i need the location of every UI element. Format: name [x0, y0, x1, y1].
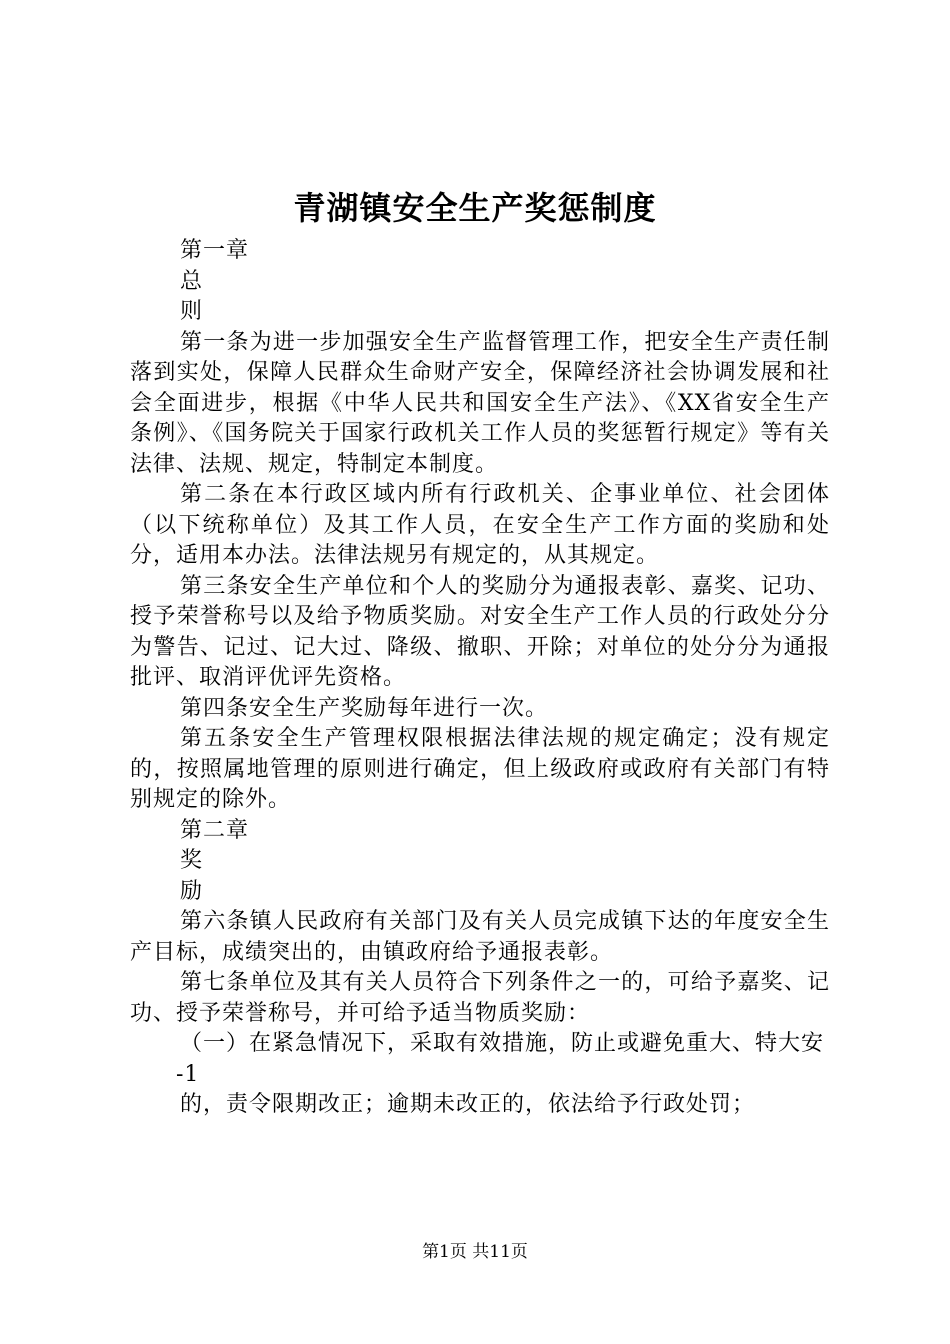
chapter-1-title-char-2: 则: [180, 299, 204, 324]
article-1: 第一条为进一步加强安全生产监督管理工作，把安全生产责任制落到实处，保障人民群众生命财产安全，保障经济社会协调发展和社会全面进步，根据《中华人民共和国安全生产法》、《XX省安全生产条例》、《国务院关于国家行政机关工作人员的奖惩暂行规定》等有关法律、法规、规定，特制定本制度。: [130, 329, 830, 477]
page-marker: -1: [176, 1061, 200, 1087]
trailing-line: 的，责令限期改正；逾期未改正的，依法给予行政处罚；: [180, 1092, 756, 1117]
article-4: 第四条安全生产奖励每年进行一次。: [180, 695, 549, 721]
chapter-2-title-char-1: 奖: [180, 848, 204, 873]
page-footer: 第1页 共11页: [422, 1242, 528, 1262]
chapter-1-title-char-1: 总: [180, 268, 204, 294]
article-2: 第二条在本行政区域内所有行政机关、企事业单位、社会团体（以下统称单位）及其工作人员，在安全生产工作方面的奖励和处分，适用本办法。法律法规另有规定的，从其规定。: [130, 482, 830, 568]
document-title: 青湖镇安全生产奖惩制度: [293, 189, 657, 227]
article-5: 第五条安全生产管理权限根据法律法规的规定确定；没有规定的，按照属地管理的原则进行确定，但上级政府或政府有关部门有特别规定的除外。: [130, 726, 830, 812]
chapter-1-label: 第一章: [180, 238, 250, 263]
article-7: 第七条单位及其有关人员符合下列条件之一的，可给予嘉奖、记功、授予荣誉称号，并可给予适当物质奖励：: [130, 970, 830, 1026]
article-3: 第三条安全生产单位和个人的奖励分为通报表彰、嘉奖、记功、授予荣誉称号以及给予物质奖励。对安全生产工作人员的行政处分分为警告、记过、记大过、降级、撤职、开除；对单位的处分分为通报批评、取消评优评先资格。: [130, 573, 830, 690]
chapter-2-label: 第二章: [180, 817, 250, 843]
chapter-2-title-char-2: 励: [180, 878, 204, 904]
document-body: [130, 236, 830, 1121]
article-6: 第六条镇人民政府有关部门及有关人员完成镇下达的年度安全生产目标，成绩突出的，由镇政府给予通报表彰。: [130, 909, 830, 965]
article-7-item-1: （一）在紧急情况下，采取有效措施，防止或避免重大、特大安: [180, 1031, 825, 1056]
